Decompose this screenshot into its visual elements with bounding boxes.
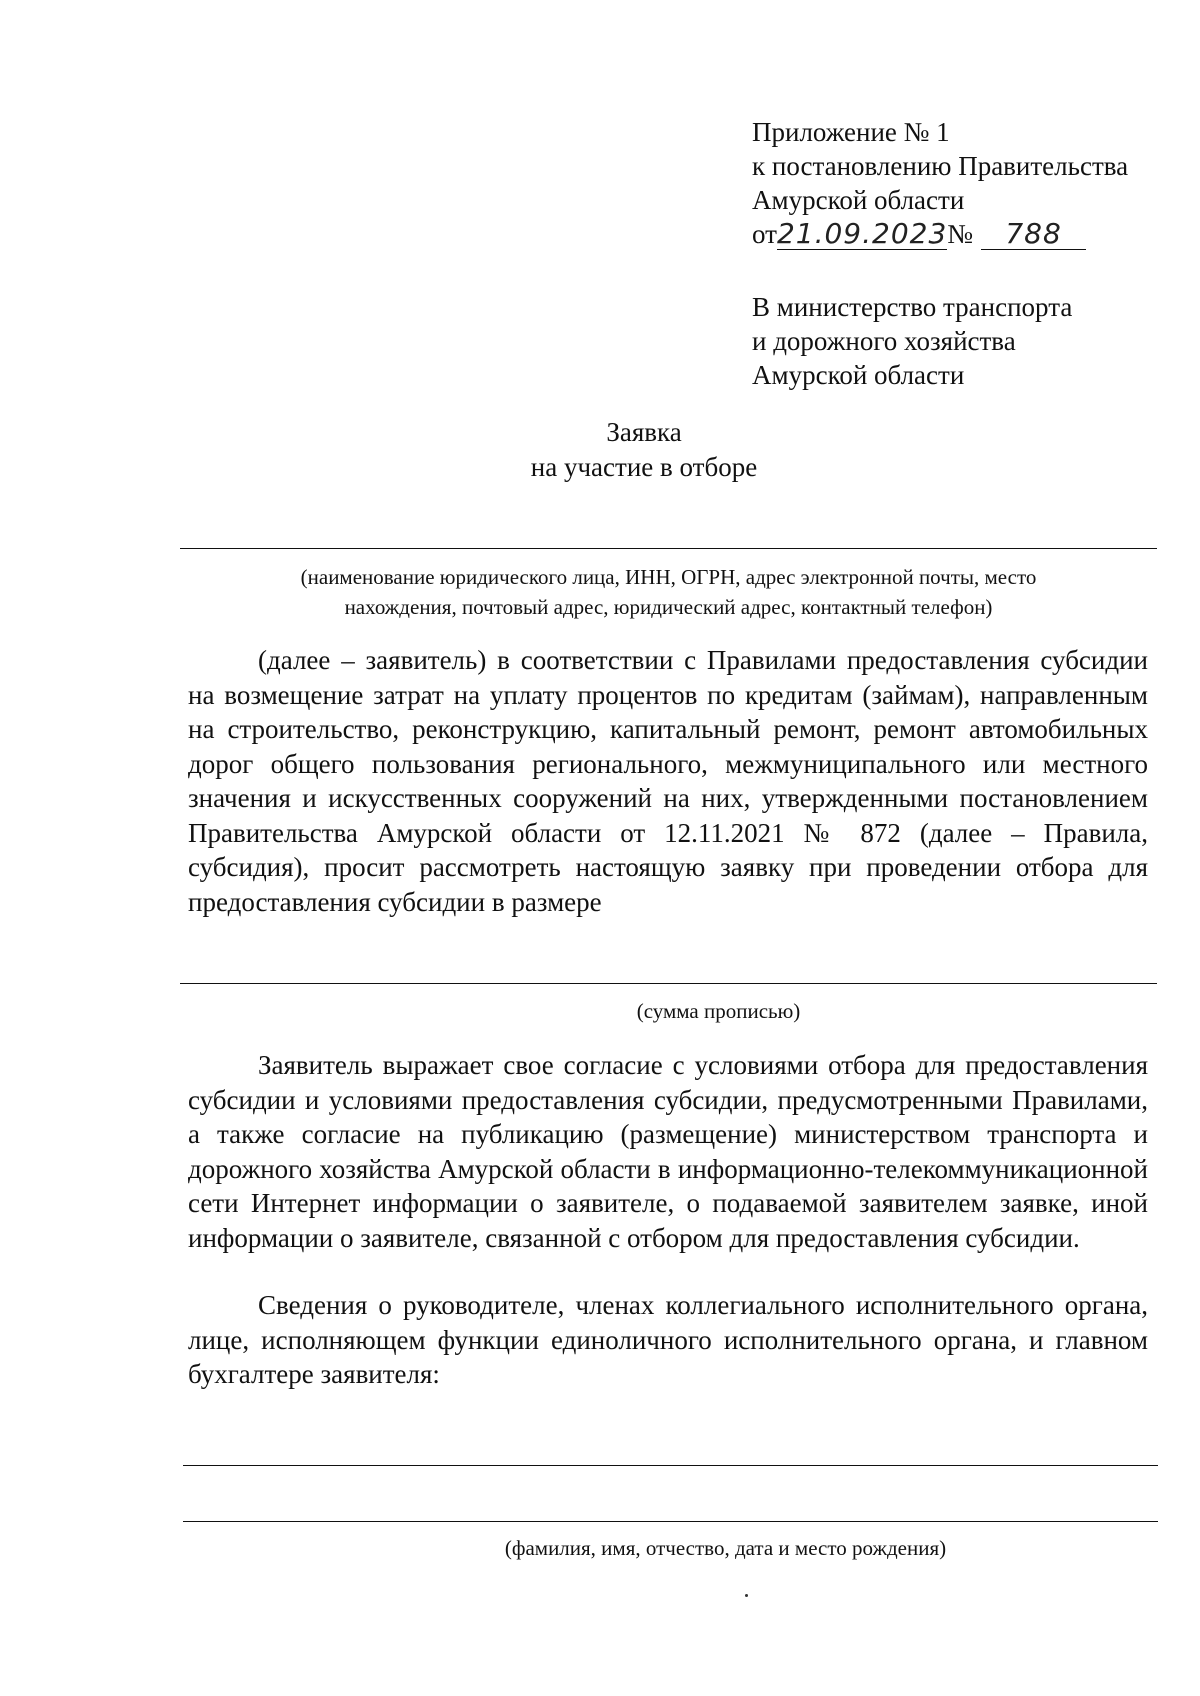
addressee-line-3: Амурской области [752, 360, 965, 390]
title-line-1: Заявка [606, 417, 682, 447]
paragraph-management-text: Сведения о руководителе, членах коллегиального исполнительного органа, лице, исполняющем функции единоличного исполнительного органа, и главном бухгалтере заявителя: [188, 1290, 1148, 1389]
paragraph-consent [188, 1048, 1148, 1255]
paragraph-request-text: (далее – заявитель) в соответствии с Правилами предоставления субсидии на возмещение затрат на уплату процентов по кредитам (займам), направленным на строительство, реконструкцию, капитальный ремонт, ремонт автомобильных дорог общего пользования регионального, межмуниципального или местного значения и искусственных сооружений на них, утвержденными постановлением Правительства Амурской области от 12.11.2021 № 872 (далее – Правила, субсидия), просит рассмотреть настоящую заявку при проведении отбора для предоставления субсидии в размере [188, 645, 1148, 917]
applicant-caption-line-1: (наименование юридического лица, ИНН, ОГРН, адрес электронной почты, место [300, 565, 1037, 589]
handwritten-date: 21.09.2023 [776, 217, 948, 250]
date-prefix: от [752, 219, 777, 249]
number-sign: № [947, 219, 974, 249]
appendix-header [752, 115, 1128, 251]
person-fill-line-2 [183, 1521, 1158, 1522]
applicant-caption [180, 562, 1157, 622]
addressee-line-2: и дорожного хозяйства [752, 326, 1016, 356]
paragraph-consent-text: Заявитель выражает свое согласие с условиями отбора для предоставления субсидии и условиями предоставления субсидии, предусмотренными Правилами, а также согласие на публикацию (размещение) министерством транспорта и дорожного хозяйства Амурской области в информационно-телекоммуникационной сети Интернет информации о заявителе, о подаваемой заявителем заявке, иной информации о заявителе, связанной с отбором для предоставления субсидии. [188, 1050, 1148, 1253]
appendix-date-line [752, 217, 1128, 251]
appendix-line-2: к постановлению Правительства [752, 151, 1129, 181]
person-caption: (фамилия, имя, отчество, дата и место рождения) [504, 1536, 947, 1560]
addressee-block [752, 290, 1072, 392]
applicant-caption-line-2: нахождения, почтовый адрес, юридический адрес, контактный телефон) [344, 595, 993, 619]
handwritten-number: 788 [981, 219, 1086, 250]
paragraph-management [188, 1288, 1148, 1392]
addressee-line-1: В министерство транспорта [752, 292, 1073, 322]
appendix-line-3: Амурской области [752, 185, 965, 215]
amount-fill-line [180, 983, 1157, 984]
paragraph-request [188, 643, 1148, 919]
appendix-title: Приложение № 1 [752, 117, 950, 147]
scan-speck [745, 1594, 748, 1597]
person-fill-line-1 [183, 1465, 1158, 1466]
document-title [0, 415, 1200, 485]
amount-caption: (сумма прописью) [636, 999, 801, 1023]
applicant-fill-line [180, 548, 1157, 549]
title-line-2: на участие в отборе [530, 452, 758, 482]
